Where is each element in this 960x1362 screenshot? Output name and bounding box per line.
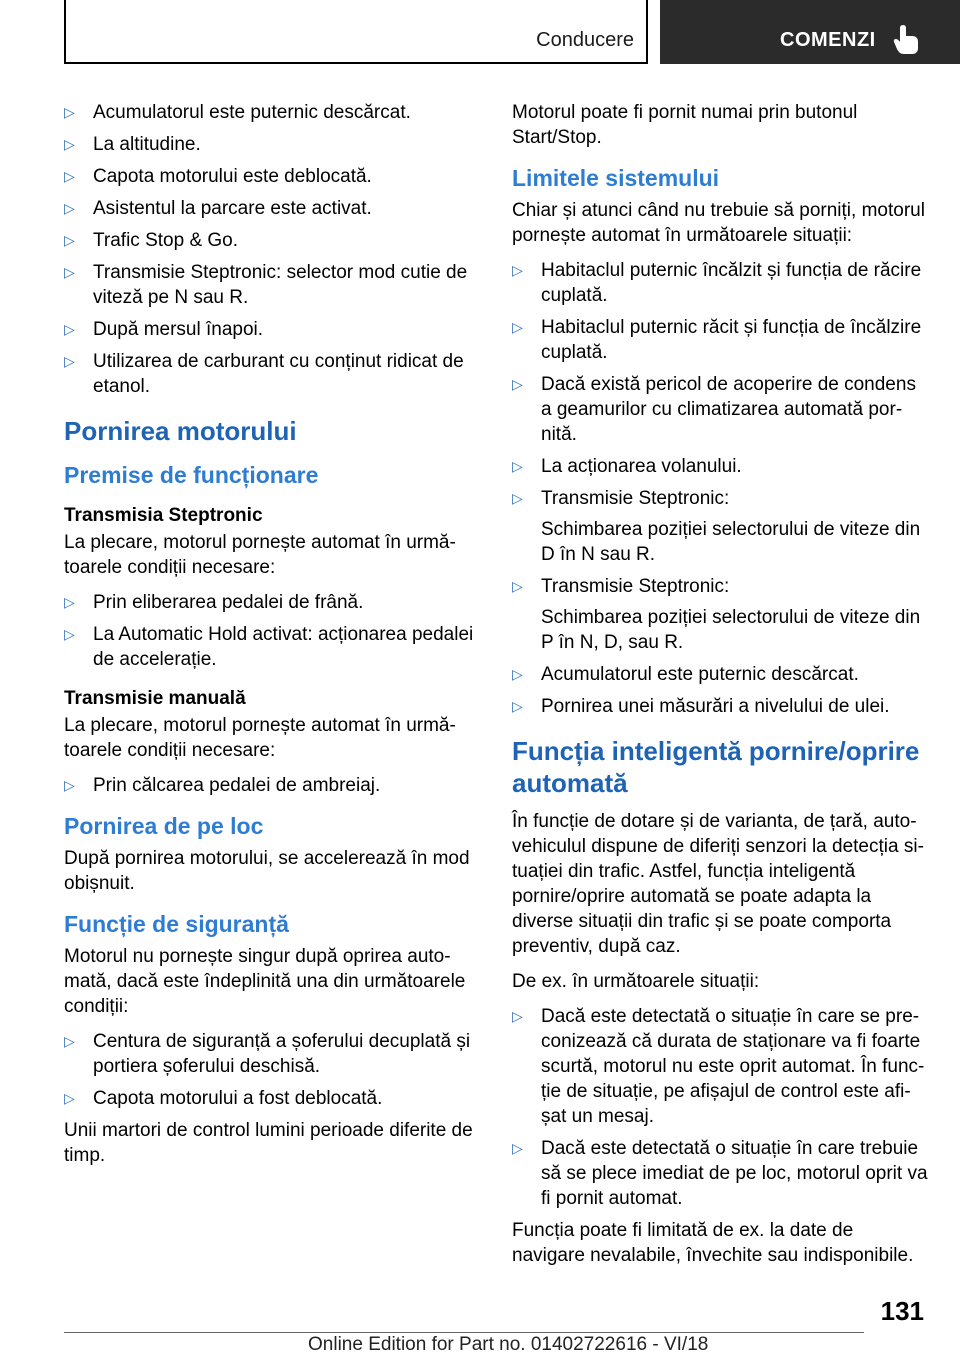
paragraph: La plecare, motorul pornește automat în următoarele condiții necesare: [64, 715, 456, 761]
triangle-bullet-icon: ▷ [512, 1140, 523, 1156]
paragraph: La plecare, motorul pornește automat în următoarele condiții necesare: [64, 532, 456, 578]
paragraph: Funcția poate fi limitată de ex. la date de navigare nevalabile, învechite sau indisponibile. [512, 1220, 914, 1266]
chapter-tab-label: COMENZI [780, 29, 876, 51]
list-item: ▷ Pornirea unei măsurări a nivelului de ulei. [512, 696, 890, 717]
triangle-bullet-icon: ▷ [64, 104, 75, 120]
list-item: ▷ Capota motorului a fost deblocată. [64, 1088, 383, 1109]
list-item: ▷ Transmisie Steptronic: Schimbarea poziției selectorului de viteze din D în N sau R. [512, 486, 928, 567]
footer-divider [64, 1332, 864, 1333]
right-column [512, 100, 928, 1278]
list-item: ▷ Prin eliberarea pedalei de frână. [64, 592, 364, 613]
list-item: ▷ Habitaclul puternic încălzit și funcția de răcire cuplată. [512, 260, 922, 306]
heading-pe-loc: Pornirea de pe loc [64, 813, 264, 839]
list-item: ▷ Utilizarea de carburant cu conținut ridicat de etanol. [64, 351, 464, 397]
triangle-bullet-icon: ▷ [512, 376, 523, 392]
steptronic-list [64, 590, 480, 672]
triangle-bullet-icon: ▷ [64, 1033, 75, 1049]
limits-list [512, 258, 928, 719]
triangle-bullet-icon: ▷ [64, 353, 75, 369]
paragraph: După pornirea motorului, se accelerează în mod obișnuit. [64, 848, 470, 894]
heading-pornirea-motorului: Pornirea motorului [64, 416, 297, 446]
list-item: ▷ Prin călcarea pedalei de ambreiaj. [64, 775, 381, 796]
section-tab-label: Conducere [536, 29, 634, 51]
list-item: ▷ Acumulatorul este puternic descărcat. [64, 102, 411, 123]
hand-pointer-icon [892, 24, 920, 56]
heading-manuala: Transmisie manuală [64, 688, 246, 709]
list-item: ▷ Dacă este detectată o situație în care se preconizează că durata de staționare va fi foarte scurtă, motorul nu este oprit automat. În funcție de situație, pe afișajul de control este afișat un mesaj. [512, 1006, 925, 1127]
heading-limitele: Limitele sistemului [512, 165, 720, 191]
triangle-bullet-icon: ▷ [512, 698, 523, 714]
edition-text: Online Edition for Part no. 01402722616 - VI/18 [308, 1334, 709, 1355]
paragraph: Motorul poate fi pornit numai prin butonul Start/Stop. [512, 102, 858, 148]
triangle-bullet-icon: ▷ [64, 168, 75, 184]
manual-list [64, 773, 480, 798]
list-item: ▷ Acumulatorul este puternic descărcat. [512, 664, 859, 685]
triangle-bullet-icon: ▷ [64, 1090, 75, 1106]
triangle-bullet-icon: ▷ [64, 321, 75, 337]
triangle-bullet-icon: ▷ [512, 578, 523, 594]
list-item: ▷ După mersul înapoi. [64, 319, 264, 340]
list-item: ▷ Capota motorului este deblocată. [64, 166, 372, 187]
page-number: 131 [880, 1296, 924, 1326]
list-item: ▷ Trafic Stop & Go. [64, 230, 239, 251]
list-item: ▷ Habitaclul puternic răcit și funcția de încălzire cuplată. [512, 317, 922, 363]
heading-steptronic: Transmisia Steptronic [64, 505, 263, 526]
paragraph: Motorul nu pornește singur după oprirea automată, dacă este îndeplinită una din următoarele condiții: [64, 946, 466, 1017]
triangle-bullet-icon: ▷ [64, 200, 75, 216]
triangle-bullet-icon: ▷ [64, 626, 75, 642]
heading-functia-inteligenta: Funcția inteligentă pornire/oprire automată [512, 736, 920, 798]
list-item-detail: Schimbarea poziției selectorului de viteze din P în N, D, sau R. [541, 607, 921, 653]
triangle-bullet-icon: ▷ [512, 490, 523, 506]
list-item: ▷ La acționarea volanului. [512, 456, 742, 477]
left-column [64, 100, 480, 1178]
list-item: ▷ Dacă este detectată o situație în care trebuie să se plece imediat de pe loc, motorul oprit va fi pornit automat. [512, 1138, 928, 1209]
page-footer [0, 1296, 960, 1362]
triangle-bullet-icon: ▷ [64, 777, 75, 793]
triangle-bullet-icon: ▷ [512, 458, 523, 474]
list-item: ▷ Dacă există pericol de acoperire de condens a geamurilor cu climatizarea automată pornită. [512, 374, 916, 445]
paragraph: De ex. în următoarele situații: [512, 971, 760, 992]
triangle-bullet-icon: ▷ [64, 232, 75, 248]
triangle-bullet-icon: ▷ [512, 262, 523, 278]
list-item: ▷ Centura de siguranță a șoferului decuplată și portiera șoferului deschisă. [64, 1031, 471, 1077]
triangle-bullet-icon: ▷ [64, 264, 75, 280]
section-tab[interactable] [64, 0, 648, 64]
conditions-list [64, 100, 480, 399]
list-item-detail: Schimbarea poziției selectorului de viteze din D în N sau R. [541, 519, 921, 565]
paragraph: În funcție de dotare și de varianta, de țară, autovehiculul dispune de diferiți senzori la detecția situației din trafic. Astfel, funcția inteligentă pornire/oprire automată se poate adapta la diverse situații din trafic și se poate comporta preventiv, după caz. [512, 811, 924, 957]
triangle-bullet-icon: ▷ [512, 666, 523, 682]
page-header [0, 0, 960, 68]
triangle-bullet-icon: ▷ [64, 594, 75, 610]
list-item: ▷ La Automatic Hold activat: acționarea pedalei de accelerație. [64, 624, 474, 670]
list-item: ▷ Transmisie Steptronic: selector mod cutie de viteză pe N sau R. [64, 262, 468, 308]
paragraph: Unii martori de control lumini perioade diferite de timp. [64, 1120, 473, 1166]
triangle-bullet-icon: ▷ [64, 136, 75, 152]
list-item: ▷ Asistentul la parcare este activat. [64, 198, 372, 219]
heading-siguranta: Funcție de siguranță [64, 911, 289, 937]
chapter-tab[interactable] [660, 0, 960, 64]
triangle-bullet-icon: ▷ [512, 1008, 523, 1024]
list-item: ▷ Transmisie Steptronic: Schimbarea poziției selectorului de viteze din P în N, D, sau R. [512, 574, 928, 655]
heading-premise: Premise de funcționare [64, 462, 319, 488]
situations-list [512, 1004, 928, 1211]
triangle-bullet-icon: ▷ [512, 319, 523, 335]
paragraph: Chiar și atunci când nu trebuie să porniți, motorul pornește automat în următoarele situații: [512, 200, 925, 246]
safety-list [64, 1029, 480, 1111]
list-item: ▷ La altitudine. [64, 134, 201, 155]
